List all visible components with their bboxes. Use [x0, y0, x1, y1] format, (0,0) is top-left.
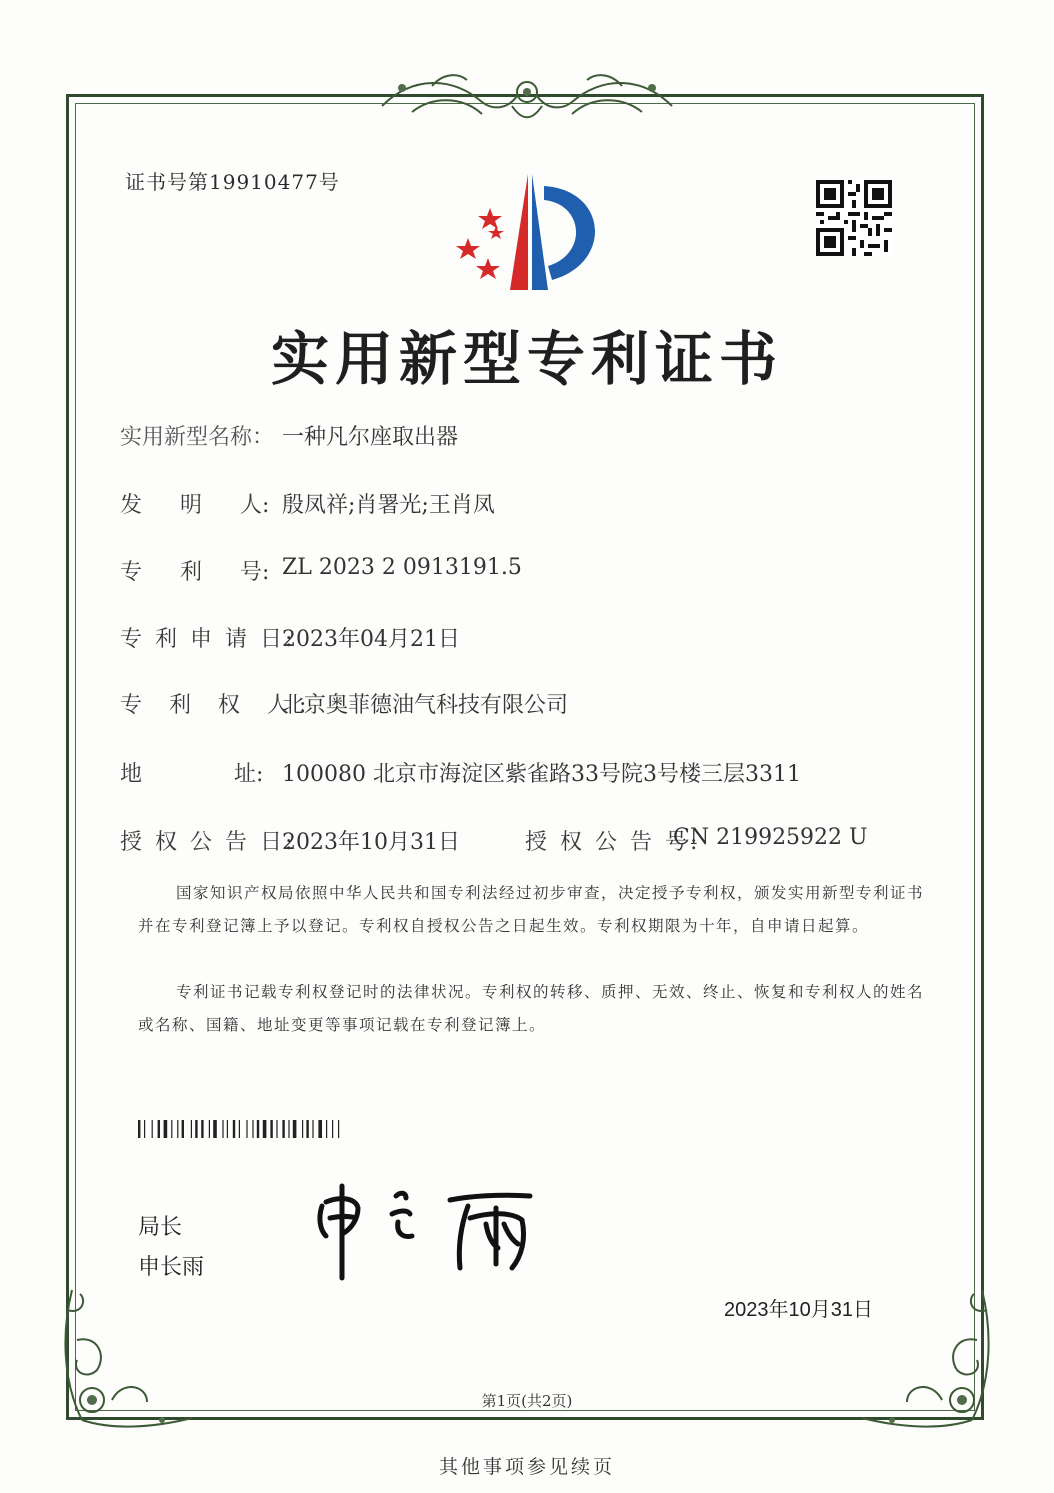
field-value: 殷凤祥;肖署光;王肖凤 [282, 493, 495, 518]
page-number: 第1页(共2页) [481, 1392, 573, 1410]
field-label-suffix: 址: [234, 762, 264, 787]
bottom-left-ornament [52, 1280, 202, 1440]
director-signature [300, 1178, 550, 1288]
notice-paragraph-1: 国家知识产权局依照中华人民共和国专利法经过初步审查，决定授予专利权，颁发实用新型专利证书并在专利登记簿上予以登记。专利权自授权公告之日起生效。专利权期限为十年，自申请日起算。 [138, 884, 925, 935]
certificate-number: 证书号第19910477号 [125, 170, 340, 194]
issue-date: 2023年10月31日 [724, 1299, 873, 1321]
field-label: 地 [120, 762, 143, 787]
bottom-right-ornament [852, 1280, 1002, 1440]
field-value: ZL 2023 2 0913191.5 [282, 555, 522, 580]
notice-paragraph-2: 专利证书记载专利权登记时的法律状况。专利权的转移、质押、无效、终止、恢复和专利权人的姓名或名称、国籍、地址变更等事项记载在专利登记簿上。 [138, 983, 925, 1034]
field-value: 一种凡尔座取出器 [282, 425, 459, 450]
cnipa-emblem-icon [448, 168, 608, 296]
barcode-icon [138, 1120, 418, 1138]
field-label: 专 利 申 请 日: [120, 627, 296, 652]
top-ornament [372, 66, 682, 128]
field-value: 北京奥菲德油气科技有限公司 [282, 693, 569, 718]
field-label: 实用新型名称： [120, 425, 275, 450]
field-label: 授 权 公 告 号: [525, 830, 701, 855]
director-name: 申长雨 [138, 1254, 205, 1279]
director-title: 局长 [138, 1214, 183, 1239]
field-value: CN 219925922 U [673, 825, 868, 850]
field-label: 专 利 权 人: [120, 693, 317, 718]
qr-code-icon [816, 180, 892, 256]
field-label: 授 权 公 告 日: [120, 830, 296, 855]
field-value: 2023年04月21日 [282, 627, 460, 652]
field-value: 2023年10月31日 [282, 830, 460, 855]
field-value: 100080 北京市海淀区紫雀路33号院3号楼三层3311 [282, 762, 801, 787]
certificate-page: 证书号第19910477号 实用新型专利证书 实用新型名称： 一种凡尔座取出器 发 明 人: 殷凤祥;肖署光;王肖凤 专 利 号: ZL 2023 2 0913191.5 专 利 申 请 日: 2023年04月21日 专 利 权 人: 北京奥菲德油气科技有限公司 地 址: 100080 北京市海淀区紫雀路33号院3号楼三层3311 授 权 公 告 日: 2023年10月31日 授 权 公 告 号: CN 219925922 U 国家知识产权局依照中华人民共和国专利法经过初步审查，决定授予专利权，颁发实用新型专利证书并在专利登记簿上予以登记。专利权自授权公告之日起生效。专利权期限为十年，自申请日起算。 专利证书记载专利权登记时的法律状况。专利权的转移、质押、无效、终止、恢复和专利权人的姓名或名称、国籍、地址变更等事项记载在专利登记簿上。 局长 申长雨 2023年10月31日 第1页(共2页) 其他事项参见续页 [0, 0, 1054, 1493]
certificate-title: 实用新型专利证书 [270, 325, 783, 393]
continued-note: 其他事项参见续页 [438, 1456, 615, 1478]
